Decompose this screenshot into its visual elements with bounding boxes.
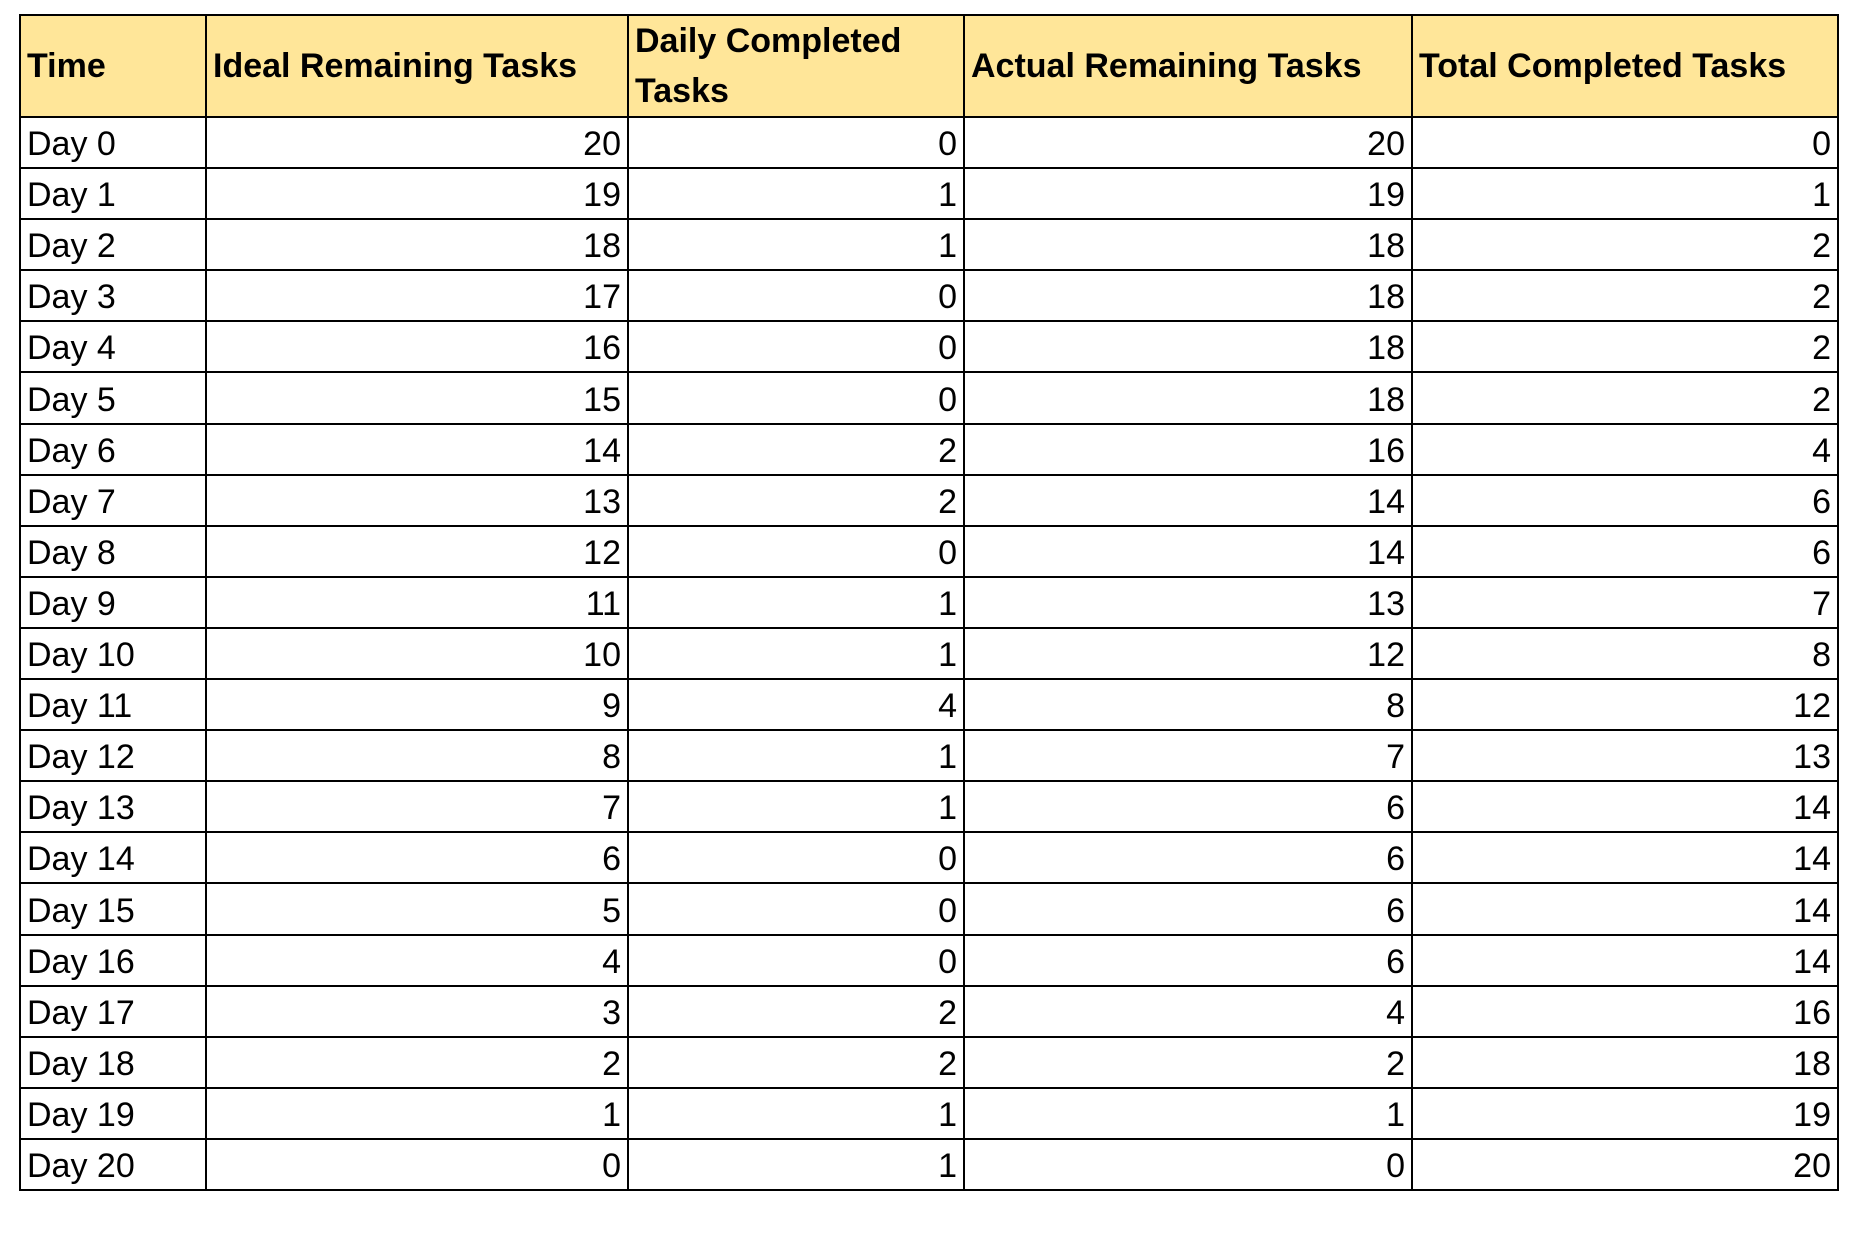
cell-ideal-remaining[interactable]: 0 <box>206 1139 628 1190</box>
cell-total-completed[interactable]: 12 <box>1412 679 1838 730</box>
cell-daily-completed[interactable]: 0 <box>628 117 964 168</box>
table-row <box>20 781 1838 832</box>
table-row <box>20 1139 1838 1190</box>
cell-total-completed[interactable]: 2 <box>1412 372 1838 423</box>
cell-actual-remaining[interactable]: 20 <box>964 117 1412 168</box>
cell-ideal-remaining[interactable]: 12 <box>206 526 628 577</box>
cell-time[interactable]: Day 16 <box>20 935 206 986</box>
cell-actual-remaining[interactable]: 6 <box>964 832 1412 883</box>
cell-actual-remaining[interactable]: 16 <box>964 424 1412 475</box>
cell-actual-remaining[interactable]: 19 <box>964 168 1412 219</box>
cell-actual-remaining[interactable]: 12 <box>964 628 1412 679</box>
cell-total-completed[interactable]: 14 <box>1412 883 1838 934</box>
cell-ideal-remaining[interactable]: 18 <box>206 219 628 270</box>
cell-ideal-remaining[interactable]: 5 <box>206 883 628 934</box>
cell-ideal-remaining[interactable]: 9 <box>206 679 628 730</box>
table-row <box>20 935 1838 986</box>
table-row <box>20 219 1838 270</box>
cell-ideal-remaining[interactable]: 16 <box>206 321 628 372</box>
cell-daily-completed[interactable]: 2 <box>628 424 964 475</box>
table-row <box>20 372 1838 423</box>
cell-time[interactable]: Day 7 <box>20 475 206 526</box>
cell-total-completed[interactable]: 6 <box>1412 526 1838 577</box>
cell-time[interactable]: Day 13 <box>20 781 206 832</box>
cell-total-completed[interactable]: 2 <box>1412 270 1838 321</box>
header-actual-remaining-tasks[interactable]: Actual Remaining Tasks <box>964 15 1412 117</box>
cell-total-completed[interactable]: 14 <box>1412 935 1838 986</box>
table-row <box>20 321 1838 372</box>
header-row <box>20 15 1838 117</box>
cell-ideal-remaining[interactable]: 6 <box>206 832 628 883</box>
cell-time[interactable]: Day 10 <box>20 628 206 679</box>
header-ideal-remaining-tasks[interactable]: Ideal Remaining Tasks <box>206 15 628 117</box>
cell-actual-remaining[interactable]: 1 <box>964 1088 1412 1139</box>
cell-daily-completed[interactable]: 2 <box>628 1037 964 1088</box>
table-row <box>20 526 1838 577</box>
cell-time[interactable]: Day 8 <box>20 526 206 577</box>
table-row <box>20 832 1838 883</box>
spreadsheet-range <box>19 14 1839 1191</box>
cell-total-completed[interactable]: 16 <box>1412 986 1838 1037</box>
cell-time[interactable]: Day 6 <box>20 424 206 475</box>
cell-daily-completed[interactable]: 1 <box>628 1088 964 1139</box>
cell-actual-remaining[interactable]: 18 <box>964 321 1412 372</box>
cell-daily-completed[interactable]: 1 <box>628 219 964 270</box>
cell-ideal-remaining[interactable]: 4 <box>206 935 628 986</box>
cell-ideal-remaining[interactable]: 13 <box>206 475 628 526</box>
cell-total-completed[interactable]: 19 <box>1412 1088 1838 1139</box>
cell-time[interactable]: Day 0 <box>20 117 206 168</box>
cell-ideal-remaining[interactable]: 1 <box>206 1088 628 1139</box>
table-row <box>20 986 1838 1037</box>
cell-ideal-remaining[interactable]: 14 <box>206 424 628 475</box>
table-row <box>20 679 1838 730</box>
cell-ideal-remaining[interactable]: 19 <box>206 168 628 219</box>
cell-daily-completed[interactable]: 0 <box>628 321 964 372</box>
cell-actual-remaining[interactable]: 18 <box>964 372 1412 423</box>
cell-actual-remaining[interactable]: 13 <box>964 577 1412 628</box>
cell-time[interactable]: Day 2 <box>20 219 206 270</box>
cell-daily-completed[interactable]: 0 <box>628 883 964 934</box>
cell-ideal-remaining[interactable]: 20 <box>206 117 628 168</box>
table-row <box>20 168 1838 219</box>
cell-actual-remaining[interactable]: 4 <box>964 986 1412 1037</box>
cell-actual-remaining[interactable]: 0 <box>964 1139 1412 1190</box>
cell-total-completed[interactable]: 6 <box>1412 475 1838 526</box>
header-time[interactable]: Time <box>20 15 206 117</box>
cell-daily-completed[interactable]: 1 <box>628 781 964 832</box>
cell-ideal-remaining[interactable]: 2 <box>206 1037 628 1088</box>
cell-total-completed[interactable]: 14 <box>1412 832 1838 883</box>
cell-actual-remaining[interactable]: 18 <box>964 270 1412 321</box>
table-body <box>20 117 1838 1190</box>
cell-total-completed[interactable]: 8 <box>1412 628 1838 679</box>
cell-time[interactable]: Day 19 <box>20 1088 206 1139</box>
cell-ideal-remaining[interactable]: 17 <box>206 270 628 321</box>
table-row <box>20 117 1838 168</box>
cell-daily-completed[interactable]: 0 <box>628 526 964 577</box>
cell-daily-completed[interactable]: 0 <box>628 270 964 321</box>
cell-total-completed[interactable]: 2 <box>1412 219 1838 270</box>
cell-actual-remaining[interactable]: 2 <box>964 1037 1412 1088</box>
cell-ideal-remaining[interactable]: 8 <box>206 730 628 781</box>
cell-ideal-remaining[interactable]: 3 <box>206 986 628 1037</box>
cell-time[interactable]: Day 1 <box>20 168 206 219</box>
cell-time[interactable]: Day 12 <box>20 730 206 781</box>
cell-daily-completed[interactable]: 2 <box>628 986 964 1037</box>
table-row <box>20 270 1838 321</box>
cell-time[interactable]: Day 3 <box>20 270 206 321</box>
cell-daily-completed[interactable]: 1 <box>628 628 964 679</box>
cell-total-completed[interactable]: 20 <box>1412 1139 1838 1190</box>
cell-time[interactable]: Day 14 <box>20 832 206 883</box>
cell-ideal-remaining[interactable]: 11 <box>206 577 628 628</box>
cell-actual-remaining[interactable]: 7 <box>964 730 1412 781</box>
cell-daily-completed[interactable]: 1 <box>628 1139 964 1190</box>
cell-daily-completed[interactable]: 0 <box>628 832 964 883</box>
cell-time[interactable]: Day 18 <box>20 1037 206 1088</box>
cell-time[interactable]: Day 15 <box>20 883 206 934</box>
cell-actual-remaining[interactable]: 14 <box>964 526 1412 577</box>
cell-time[interactable]: Day 9 <box>20 577 206 628</box>
cell-actual-remaining[interactable]: 6 <box>964 781 1412 832</box>
cell-daily-completed[interactable]: 1 <box>628 730 964 781</box>
cell-total-completed[interactable]: 13 <box>1412 730 1838 781</box>
table-row <box>20 1037 1838 1088</box>
header-total-completed-tasks[interactable]: Total Completed Tasks <box>1412 15 1838 117</box>
table-row <box>20 730 1838 781</box>
cell-daily-completed[interactable]: 1 <box>628 168 964 219</box>
cell-total-completed[interactable]: 7 <box>1412 577 1838 628</box>
cell-actual-remaining[interactable]: 6 <box>964 935 1412 986</box>
table-row <box>20 424 1838 475</box>
cell-ideal-remaining[interactable]: 7 <box>206 781 628 832</box>
cell-actual-remaining[interactable]: 6 <box>964 883 1412 934</box>
cell-total-completed[interactable]: 18 <box>1412 1037 1838 1088</box>
table-row <box>20 883 1838 934</box>
table-row <box>20 1088 1838 1139</box>
cell-actual-remaining[interactable]: 8 <box>964 679 1412 730</box>
cell-time[interactable]: Day 20 <box>20 1139 206 1190</box>
table-row <box>20 475 1838 526</box>
table-row <box>20 628 1838 679</box>
cell-time[interactable]: Day 4 <box>20 321 206 372</box>
cell-daily-completed[interactable]: 4 <box>628 679 964 730</box>
cell-time[interactable]: Day 5 <box>20 372 206 423</box>
cell-total-completed[interactable]: 2 <box>1412 321 1838 372</box>
cell-total-completed[interactable]: 4 <box>1412 424 1838 475</box>
cell-daily-completed[interactable]: 2 <box>628 475 964 526</box>
header-daily-completed-tasks[interactable]: Daily Completed Tasks <box>628 15 964 117</box>
cell-ideal-remaining[interactable]: 15 <box>206 372 628 423</box>
cell-time[interactable]: Day 17 <box>20 986 206 1037</box>
cell-ideal-remaining[interactable]: 10 <box>206 628 628 679</box>
cell-daily-completed[interactable]: 1 <box>628 577 964 628</box>
cell-actual-remaining[interactable]: 14 <box>964 475 1412 526</box>
burndown-data-table <box>19 14 1839 1191</box>
cell-actual-remaining[interactable]: 18 <box>964 219 1412 270</box>
cell-total-completed[interactable]: 1 <box>1412 168 1838 219</box>
cell-total-completed[interactable]: 14 <box>1412 781 1838 832</box>
cell-time[interactable]: Day 11 <box>20 679 206 730</box>
cell-daily-completed[interactable]: 0 <box>628 372 964 423</box>
cell-daily-completed[interactable]: 0 <box>628 935 964 986</box>
table-row <box>20 577 1838 628</box>
cell-total-completed[interactable]: 0 <box>1412 117 1838 168</box>
